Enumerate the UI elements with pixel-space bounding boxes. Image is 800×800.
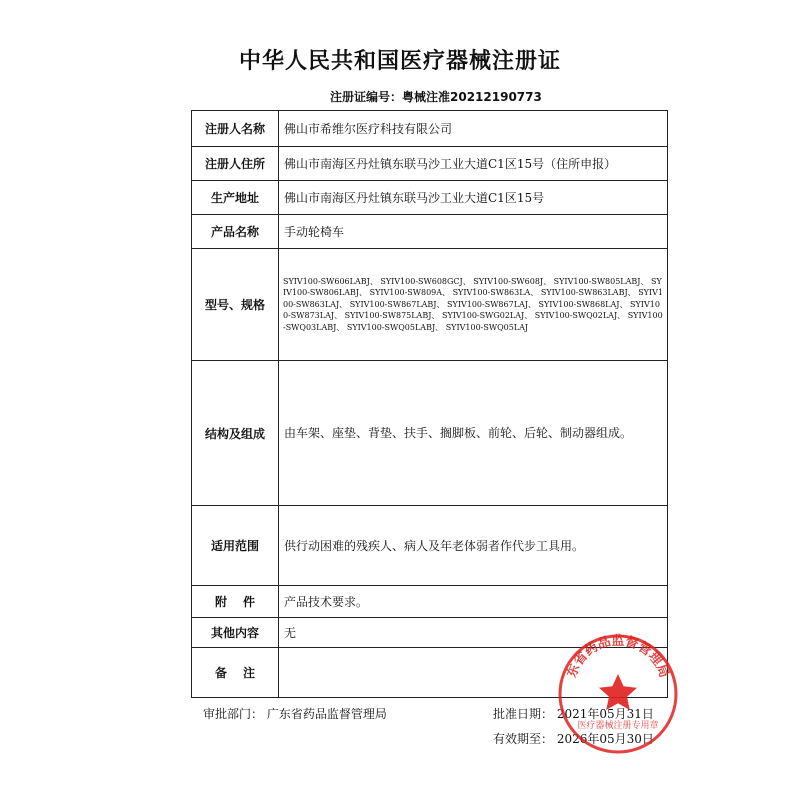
label-attachments: 附件 xyxy=(214,595,271,609)
label-other: 其他内容 xyxy=(192,618,279,648)
label-remarks: 备注 xyxy=(214,666,271,680)
label-models: 型号、规格 xyxy=(192,249,279,361)
label-registrant-address: 注册人住所 xyxy=(192,147,279,181)
table-row xyxy=(192,111,668,147)
label-production-address: 生产地址 xyxy=(192,181,279,215)
label-product-name: 产品名称 xyxy=(192,215,279,249)
table-row xyxy=(192,361,668,506)
label-structure: 结构及组成 xyxy=(192,361,279,506)
approval-authority: 审批部门： 广东省药品监督管理局 xyxy=(203,707,387,721)
table-row xyxy=(192,215,668,249)
value-structure: 由车架、座垫、背垫、扶手、搁脚板、前轮、后轮、制动器组成。 xyxy=(279,361,668,506)
value-product-name: 手动轮椅车 xyxy=(279,215,668,249)
table-row xyxy=(192,506,668,586)
official-seal-icon xyxy=(556,632,680,756)
value-attachments: 产品技术要求。 xyxy=(279,586,668,618)
label-scope: 适用范围 xyxy=(192,506,279,586)
svg-text:医疗器械注册专用章: 医疗器械注册专用章 xyxy=(577,721,659,731)
value-registrant-address: 佛山市南海区丹灶镇东联马沙工业大道C1区15号（住所申报） xyxy=(279,147,668,181)
value-models: SYIV100-SW606LABJ、 SYIV100-SW608GCJ、 SYIV100-SW608J、 SYIV100-SW805LABJ、 SYIV100-SW806LABJ、 SYIV100-SW809A、 SYIV100-SW863LA、 SYIV100-SW863LABJ、 SYIV100-SW863LAJ、 SYIV100-SW867LABJ、 SYIV100-SW867LAJ、 SYIV100-SW868LAJ、 SYIV100-SW873LAJ、 SYIV100-SW875LABJ、 SYIV100-SWG02LAJ、 SYIV100-SWQ02LAJ、 SYIV100-SWQ03LABJ、 SYIV100-SWQ05LABJ、 SYIV100-SWQ05LAJ xyxy=(279,249,668,361)
table-row xyxy=(192,249,668,361)
registration-number: 注册证编号：粤械注准20212190773 xyxy=(330,90,542,104)
label-registrant-name: 注册人名称 xyxy=(192,111,279,147)
value-production-address: 佛山市南海区丹灶镇东联马沙工业大道C1区15号 xyxy=(279,181,668,215)
document-title: 中华人民共和国医疗器械注册证 xyxy=(238,49,561,74)
table-row xyxy=(192,147,668,181)
certificate-table xyxy=(191,110,668,698)
value-scope: 供行动困难的残疾人、病人及年老体弱者作代步工具用。 xyxy=(279,506,668,586)
table-row xyxy=(192,181,668,215)
value-registrant-name: 佛山市希维尔医疗科技有限公司 xyxy=(279,111,668,147)
table-row xyxy=(192,586,668,618)
approval-date: 批准日期： 2021年05月31日 xyxy=(493,707,654,721)
value-other: 无 xyxy=(279,618,668,648)
valid-until: 有效期至： 2026年05月30日 xyxy=(493,732,654,746)
svg-text:东省药品监督管理局: 东省药品监督管理局 xyxy=(564,633,672,680)
